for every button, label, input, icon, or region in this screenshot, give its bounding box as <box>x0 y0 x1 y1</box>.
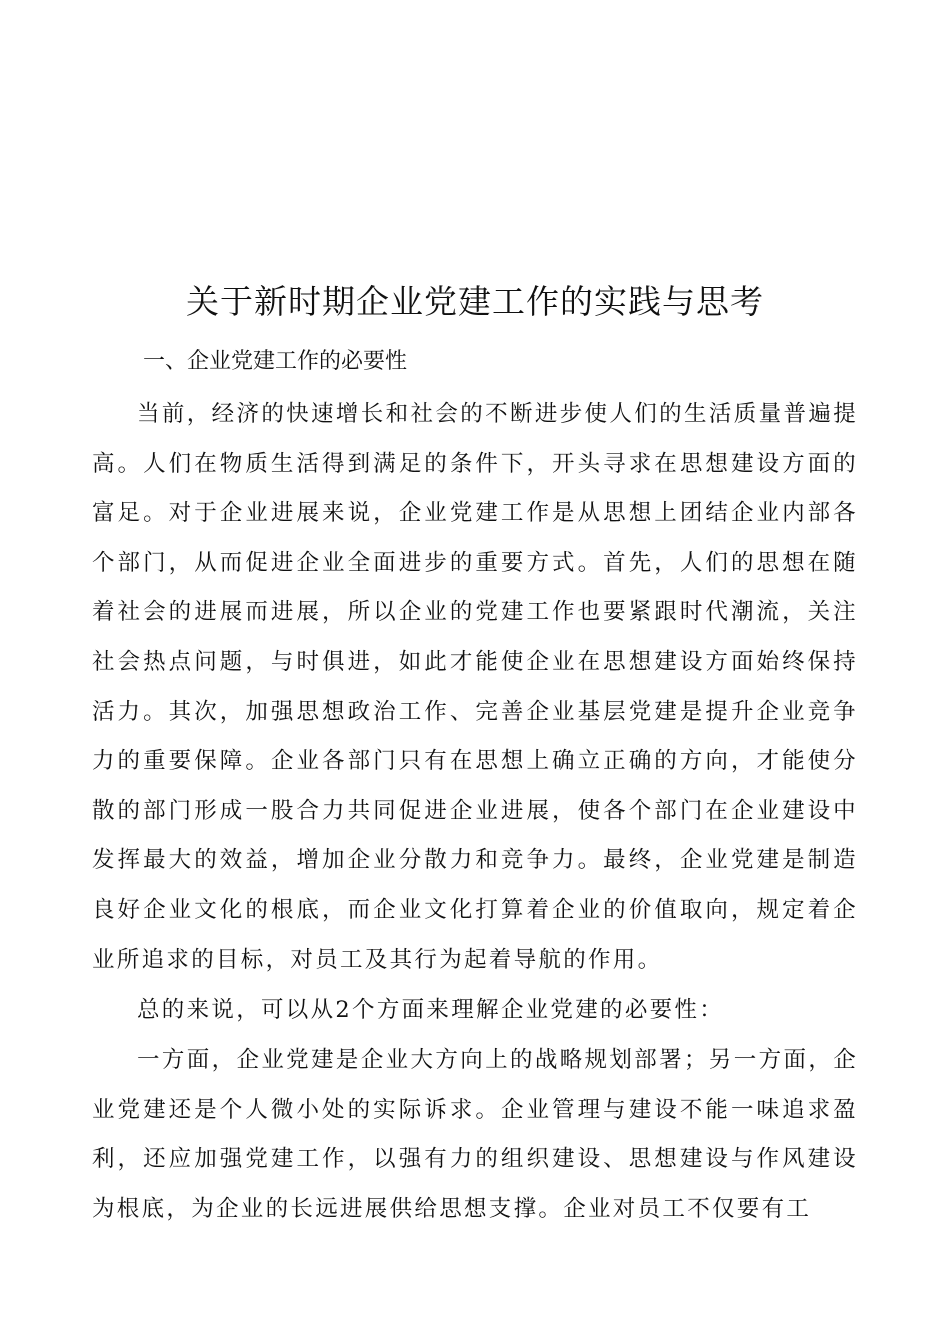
paragraph-2: 总的来说，可以从2个方面来理解企业党建的必要性： <box>137 997 725 1023</box>
document-title: 关于新时期企业党建工作的实践与思考 <box>186 282 764 321</box>
paragraph-3: 一方面，企业党建是企业大方向上的战略规划部署；另一方面，企业党建还是个人微小处的实际诉求。企业管理与建设不能一味追求盈利，还应加强党建工作，以强有力的组织建设、思想建设与作风建设为根底，为企业的长远进展供给思想支撑。企业对员工不仅要有工 <box>92 1047 858 1222</box>
paragraph-1: 当前，经济的快速增长和社会的不断进步使人们的生活质量普遍提高。人们在物质生活得到满足的条件下，开头寻求在思想建设方面的富足。对于企业进展来说，企业党建工作是从思想上团结企业内部各个部门，从而促进企业全面进步的重要方式。首先，人们的思想在随着社会的进展而进展，所以企业的党建工作也要紧跟时代潮流，关注社会热点问题，与时俱进，如此才能使企业在思想建设方面始终保持活力。其次，加强思想政治工作、完善企业基层党建是提升企业竞争力的重要保障。企业各部门只有在思想上确立正确的方向，才能使分散的部门形成一股合力共同促进企业进展，使各个部门在企业建设中发挥最大的效益，增加企业分散力和竞争力。最终，企业党建是制造良好企业文化的根底，而企业文化打算着企业的价值取向，规定着企业所追求的目标，对员工及其行为起着导航的作用。 <box>92 401 858 973</box>
section-heading: 一、企业党建工作的必要性 <box>143 349 408 374</box>
